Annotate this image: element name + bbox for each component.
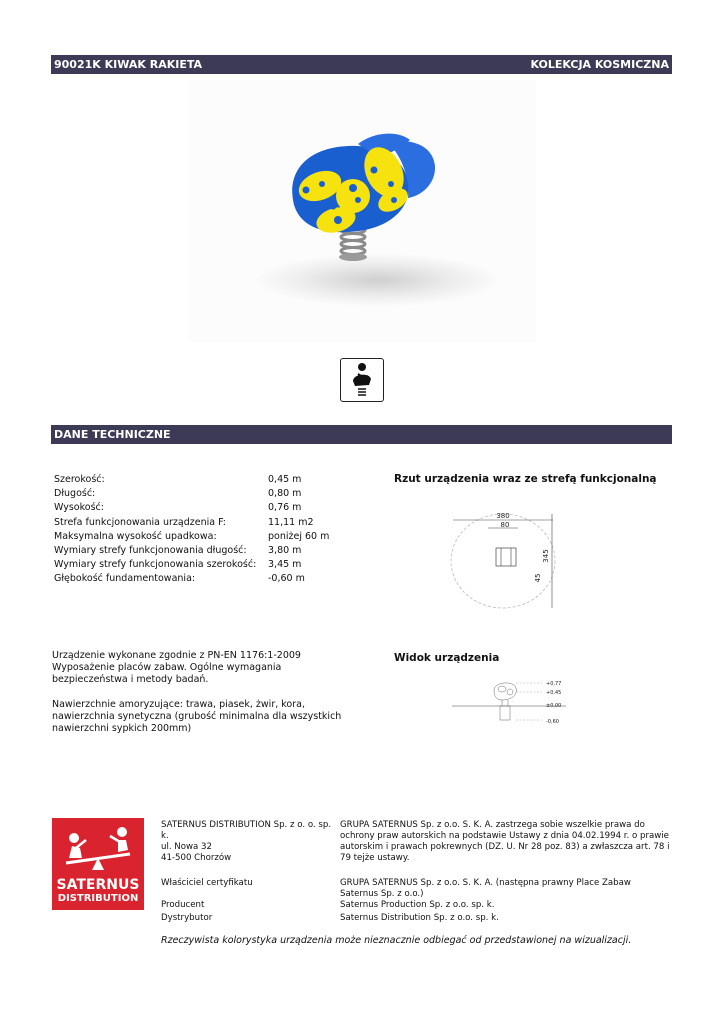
- header-bar: [51, 55, 672, 74]
- level-foundation: -0,60: [546, 719, 559, 725]
- surfaces-text: Nawierzchnie amoryzujące: trawa, piasek, żwir, kora, nawierzchnia synetyczna (grubość minimalna dla wszystkich nawierzchni sypkich 200mm): [52, 699, 342, 734]
- plan-dim-small: 45: [534, 573, 542, 583]
- logo-line1: SATERNUS: [56, 877, 140, 893]
- role-label: Producent: [161, 900, 205, 910]
- side-view-drawing: [450, 676, 570, 736]
- role-label: Dystrybutor: [161, 913, 213, 923]
- product-rendering: [188, 80, 536, 342]
- spring-rider-child-icon: [340, 358, 384, 402]
- spec-row: Głębokość fundamentowania: -0,60 m: [54, 573, 305, 585]
- role-value: Saternus Production Sp. z o.o. sp. k.: [340, 900, 495, 910]
- plan-dim-width: 380: [496, 512, 510, 520]
- plan-dim-device: 80: [500, 521, 510, 529]
- plan-drawing: [440, 500, 570, 612]
- norm-text: Urządzenie wykonane zgodnie z PN-EN 1176:1-2009 Wyposażenie placów zabaw. Ogólne wymagania bezpieczeństwa i metody badań.: [52, 650, 301, 685]
- spec-row: Strefa funkcjonowania urządzenia F: 11,11 m2: [54, 516, 314, 528]
- spec-table: [54, 473, 354, 587]
- spec-row: Długość: 0,80 m: [54, 488, 302, 500]
- view-title: Widok urządzenia: [394, 652, 500, 664]
- role-value: GRUPA SATERNUS Sp. z o.o. S. K. A. (następna prawny Place Zabaw Saternus Sp. z o.o.): [340, 878, 631, 899]
- product-title: 90021K KIWAK RAKIETA: [54, 58, 203, 71]
- saternus-logo: [52, 818, 144, 910]
- role-value: Saternus Distribution Sp. z o.o. sp. k.: [340, 913, 499, 923]
- company-address: SATERNUS DISTRIBUTION Sp. z o. o. sp. k. ul. Nowa 32 41-500 Chorzów: [161, 820, 332, 863]
- plan-dim-height: 345: [542, 549, 550, 563]
- level-seat: +0,45: [546, 690, 562, 696]
- level-ground: ±0,00: [546, 703, 562, 709]
- plan-title: Rzut urządzenia wraz ze strefą funkcjonalną: [394, 473, 657, 485]
- rights-text: GRUPA SATERNUS Sp. z o.o. S. K. A. zastrzega sobie wszelkie prawa do ochrony praw autorskich na podstawie Ustawy z dnia 04.02.1994 r. o prawie autorskim i prawach pokrewnych (DZ. U. Nr 28 poz. 83) a zwłaszcza art. 78 i 79 tejże ustawy.: [340, 820, 670, 863]
- color-disclaimer: Rzeczywista kolorystyka urządzenia może nieznacznie odbiegać od przedstawionej na wizualizacji.: [161, 935, 632, 946]
- spec-row: Maksymalna wysokość upadkowa: poniżej 60 m: [54, 530, 330, 542]
- spec-row: Wymiary strefy funkcjonowania długość: 3,80 m: [54, 544, 302, 556]
- role-label: Właściciel certyfikatu: [161, 878, 253, 888]
- level-top: +0,77: [546, 681, 562, 687]
- spec-row: Wymiary strefy funkcjonowania szerokość: 3,45 m: [54, 559, 302, 571]
- tech-data-bar: [51, 425, 672, 444]
- collection-title: KOLEKCJA KOSMICZNA: [530, 58, 669, 71]
- spec-row: Wysokość: 0,76 m: [54, 502, 302, 514]
- section-title: DANE TECHNICZNE: [54, 428, 171, 441]
- spec-row: Szerokość: 0,45 m: [54, 474, 302, 485]
- logo-line2: DISTRIBUTION: [57, 893, 139, 904]
